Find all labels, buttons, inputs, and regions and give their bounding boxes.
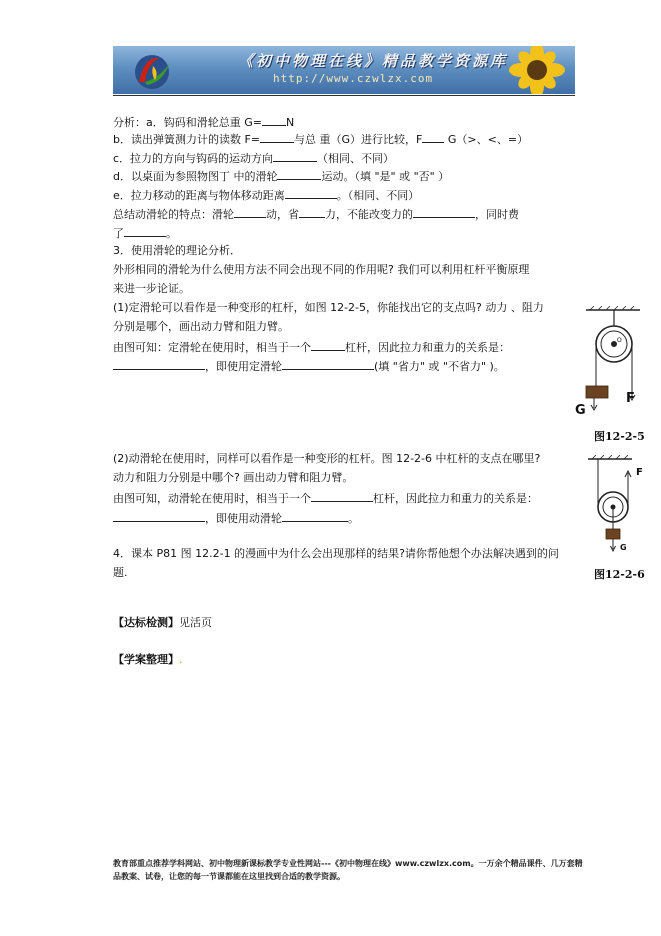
text: 总结动滑轮的特点：滑轮 [113, 208, 234, 221]
figure-caption: 图12-2-6 [594, 568, 645, 581]
text: N [285, 116, 295, 129]
text: 。 [348, 512, 359, 525]
header-rule [113, 95, 575, 96]
text: 力，不能改变力的 [325, 208, 413, 221]
text: ，即使用定滑轮 [205, 360, 282, 373]
text: d．以桌面为参照物图丁 中的滑轮 [113, 170, 278, 183]
text: ，即使用动滑轮 [205, 512, 282, 525]
text: 动，省 [266, 208, 299, 221]
section-text: . [179, 653, 183, 666]
blank [262, 114, 286, 126]
question-fixed-pulley: (1)定滑轮可以看作是一种变形的杠杆，如图 12-2-5，你能找出它的支点吗? 动力 、阻力 [113, 301, 544, 314]
summary-section [113, 653, 183, 667]
text: G（>、<、=） [447, 133, 529, 146]
page-footer: 教育部重点推荐学科网站、初中物理新课标教学专业性网站---《初中物理在线》www.czwlzx.com。一万余个精品课件、几万套精品教案、试卷，让您的每一节课都能在这里找到合适的教学资源。 [113, 859, 583, 881]
text: (填 "省力" 或 "不省力" )。 [374, 360, 505, 373]
blank [124, 225, 166, 237]
blank [282, 358, 374, 370]
header-banner [113, 46, 575, 94]
fixed-pulley-answer-cont [113, 358, 505, 374]
movable-pulley-answer [113, 490, 538, 506]
blank [234, 206, 266, 218]
analysis-c [113, 150, 394, 166]
blank [282, 510, 348, 522]
summary-movable-pulley [113, 206, 519, 222]
site-logo-icon [125, 52, 179, 90]
text: e．拉力移动的距离与物体移动距离 [113, 189, 285, 202]
banner-url[interactable]: http://www.czwlzx.com [273, 72, 434, 85]
paragraph-line: 动力和阻力分别是中哪个? 画出动力臂和阻力臂。 [113, 471, 354, 484]
analysis-d [113, 168, 449, 184]
weight-block [586, 386, 608, 398]
text: 。（相同、不同） [336, 189, 420, 202]
summary-cont [113, 225, 177, 241]
blank [299, 206, 325, 218]
text: 由图可知：定滑轮在使用时，相当于一个 [113, 341, 311, 354]
blank [422, 131, 444, 143]
text: 杠杆，因此拉力和重力的关系是： [345, 341, 510, 354]
paragraph-line: 外形相同的滑轮为什么使用方法不同会出现不同的作用呢? 我们可以利用杠杆平衡原理 [113, 263, 530, 276]
fig2-f-label: F [636, 467, 643, 478]
movable-pulley-figure [586, 455, 642, 559]
test-section [113, 616, 212, 630]
question-4: 4．课本 P81 图 12.2-1 的漫画中为什么会出现那样的结果?请你帮他想个办法解决遇到的问 [113, 547, 559, 560]
text: 由图可知，动滑轮在使用时，相当于一个 [113, 492, 311, 505]
analysis-e [113, 187, 419, 203]
blank [277, 168, 321, 180]
section-3-heading: 3．使用滑轮的理论分析． [113, 244, 241, 257]
weight-block [606, 529, 620, 539]
blank [285, 187, 337, 199]
sunflower-icon [497, 46, 569, 94]
movable-pulley-answer-cont [113, 510, 359, 526]
fig1-g-label: G [575, 403, 586, 418]
analysis-b [113, 131, 528, 147]
blank [260, 131, 294, 143]
section-text: 见活页 [179, 616, 212, 629]
svg-text:O: O [617, 337, 622, 344]
blank [413, 206, 475, 218]
fixed-pulley-answer [113, 339, 510, 355]
figure-caption: 图12-2-5 [594, 430, 645, 443]
paragraph-line: 来进一步论证。 [113, 282, 190, 295]
section-label: 【学案整理】 [113, 653, 179, 666]
blank [113, 510, 205, 522]
analysis-a [113, 114, 294, 130]
fig1-f-label: F [626, 391, 635, 406]
blank [113, 358, 205, 370]
text: b．读出弹簧测力计的读数 F= [113, 133, 261, 146]
text: 运动。（填 "是" 或 "否" ） [321, 170, 450, 183]
text: 杠杆，因此拉力和重力的关系是： [373, 492, 538, 505]
text: （相同、不同） [317, 152, 395, 165]
blank [273, 150, 317, 162]
text: ，同时费 [475, 208, 519, 221]
paragraph-line: 题. [113, 566, 128, 579]
blank [311, 339, 345, 351]
text: 了 [113, 227, 124, 240]
paragraph-line: 分别是哪个，画出动力臂和阻力臂。 [113, 320, 289, 333]
section-label: 【达标检测】 [113, 616, 179, 629]
banner-title: 《初中物理在线》精品教学资源库 [238, 52, 509, 70]
blank [311, 490, 373, 502]
fig2-g-label: G [620, 543, 627, 552]
text: c．拉力的方向与钩码的运动方向 [113, 152, 274, 165]
text: 。 [166, 227, 177, 240]
text: 分析：a．钩码和滑轮总重 G= [113, 116, 262, 129]
question-movable-pulley: (2)动滑轮在使用时，同样可以看作是一种变形的杠杆。图 12-2-6 中杠杆的支点在哪里? [113, 452, 541, 465]
text: 与总 重（G）进行比较，F [294, 133, 423, 146]
